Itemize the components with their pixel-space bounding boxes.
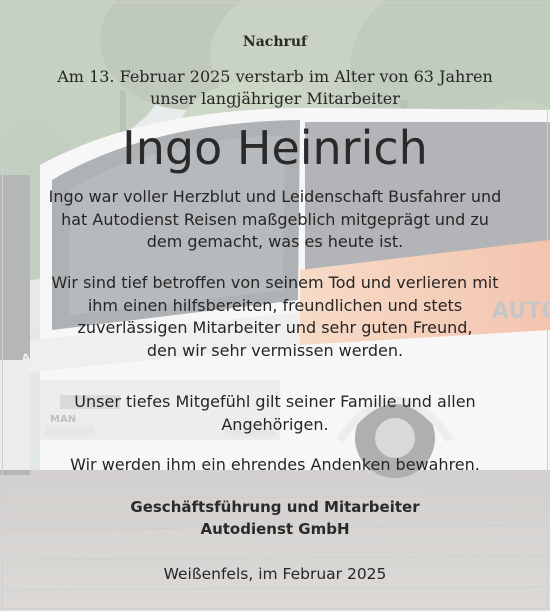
signature-block: [0, 496, 550, 540]
remembrance-paragraph: [0, 454, 550, 477]
paragraph-line: zuverlässigen Mitarbeiter und sehr guten Freund,: [77, 318, 473, 337]
intro-text: [0, 66, 550, 110]
paragraph-line: Angehörigen.: [221, 414, 329, 434]
notice-heading: Nachruf: [242, 34, 308, 50]
paragraph-line: hat Autodienst Reisen maßgeblich mitgeprägt und zu: [61, 209, 489, 229]
signature-line: Geschäftsführung und Mitarbeiter: [130, 498, 420, 516]
sympathy-paragraph: [0, 391, 550, 436]
paragraph-line: Wir werden ihm ein ehrendes Andenken bewahren.: [70, 455, 480, 474]
signature-line: Autodienst GmbH: [200, 520, 350, 538]
paragraph-line: Unser tiefes Mitgefühl gilt seiner Familie und allen: [74, 392, 476, 411]
paragraph-line: Wir sind tief betroffen von seinem Tod und verlieren mit: [51, 273, 499, 292]
place-and-date: Weißenfels, im Februar 2025: [163, 565, 387, 583]
intro-line: Am 13. Februar 2025 verstarb im Alter von 63 Jahren: [57, 67, 493, 86]
deceased-name: Ingo Heinrich: [122, 121, 428, 175]
paragraph-line: dem gemacht, was es heute ist.: [146, 232, 404, 251]
intro-line: unser langjähriger Mitarbeiter: [150, 89, 400, 108]
paragraph-line: Ingo war voller Herzblut und Leidenschaft Busfahrer und: [48, 187, 502, 206]
tribute-paragraph: [0, 186, 550, 254]
condolence-paragraph: [0, 272, 550, 362]
paragraph-line: ihm einen hilfsbereiten, freundlichen und stets: [87, 295, 463, 315]
paragraph-line: den wir sehr vermissen werden.: [146, 340, 404, 360]
